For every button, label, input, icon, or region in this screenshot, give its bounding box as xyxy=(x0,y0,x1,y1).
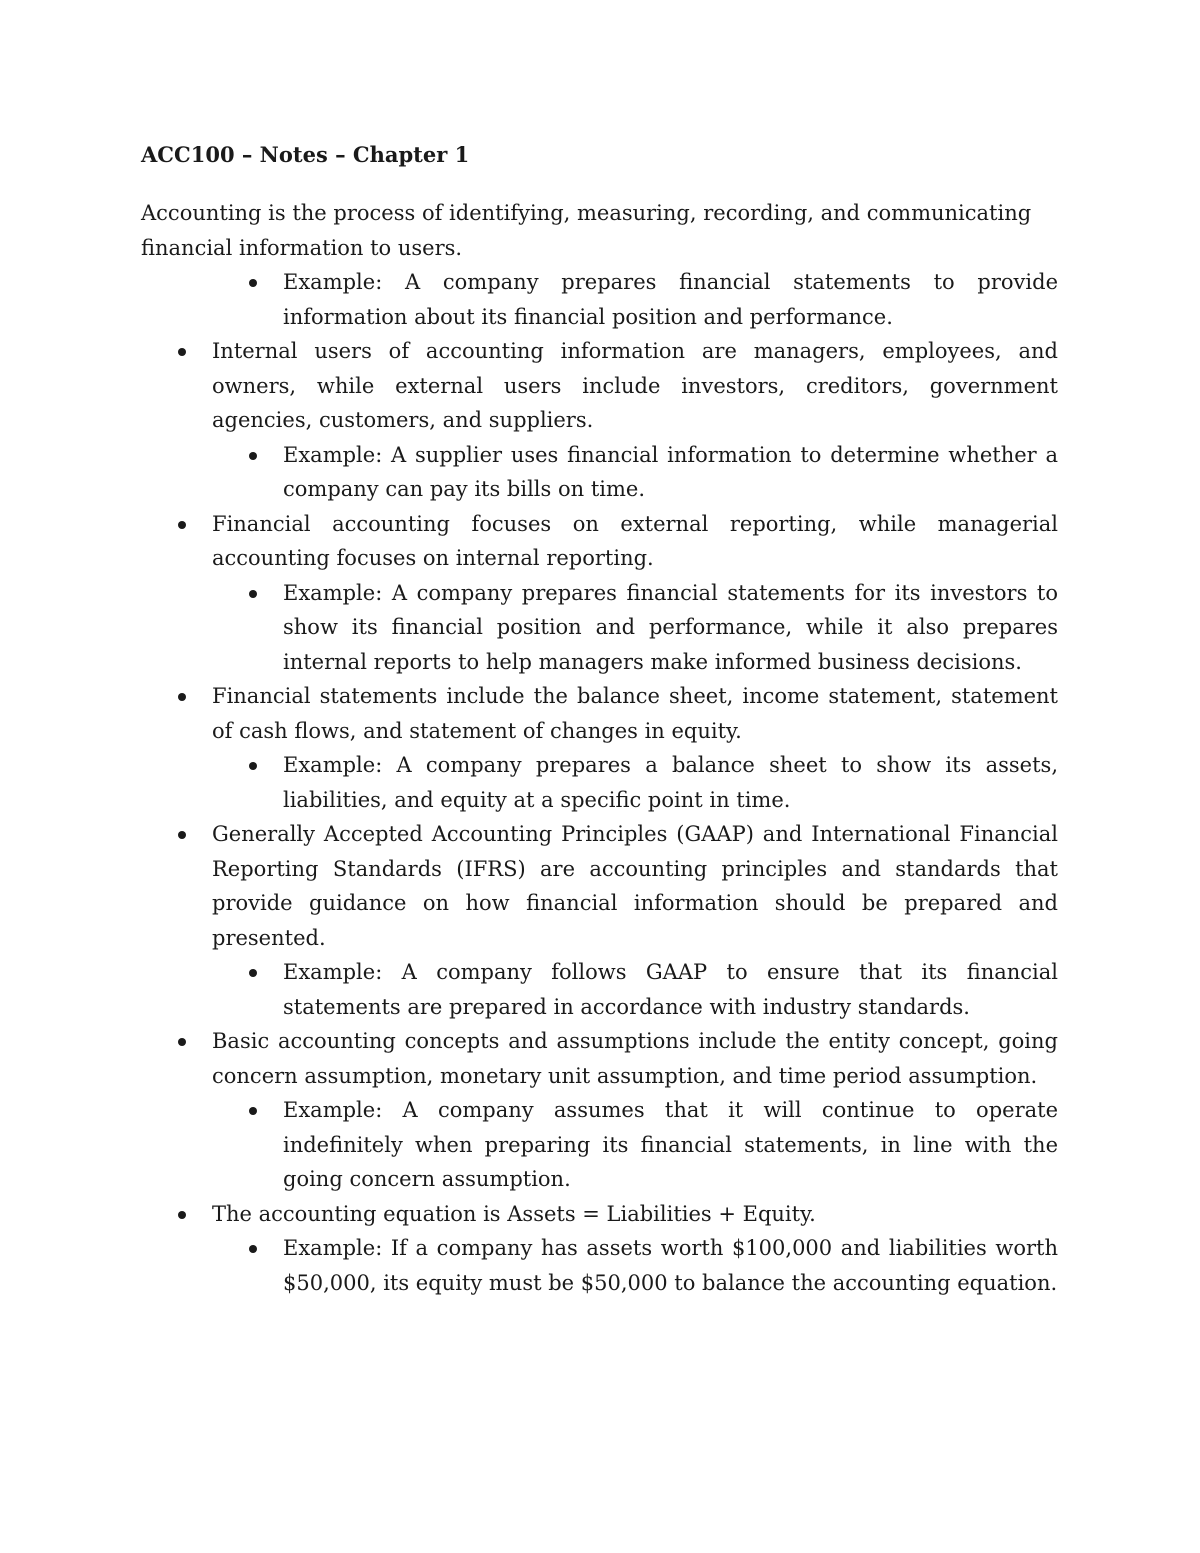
document-page xyxy=(141,138,1058,1300)
example-item: Example: A company assumes that it will continue to operate indefinitely when preparing its financial statements, in line with the going concern assumption. xyxy=(283,1093,1058,1197)
note-item: Financial accounting focuses on external reporting, while managerial accounting focuses on internal reporting. xyxy=(212,507,1058,576)
example-item: Example: A supplier uses financial information to determine whether a company can pay its bills on time. xyxy=(283,438,1058,507)
note-item: The accounting equation is Assets = Liabilities + Equity. xyxy=(212,1197,1058,1232)
example-item: Example: A company prepares a balance sheet to show its assets, liabilities, and equity at a specific point in time. xyxy=(283,748,1058,817)
example-item: Example: A company prepares financial statements to provide information about its financial position and performance. xyxy=(283,265,1058,334)
notes-list xyxy=(141,265,1058,1300)
example-item: Example: A company follows GAAP to ensure that its financial statements are prepared in accordance with industry standards. xyxy=(283,955,1058,1024)
example-item: Example: If a company has assets worth $100,000 and liabilities worth $50,000, its equity must be $50,000 to balance the accounting equation. xyxy=(283,1231,1058,1300)
note-item: Basic accounting concepts and assumptions include the entity concept, going concern assumption, monetary unit assumption, and time period assumption. xyxy=(212,1024,1058,1093)
example-item: Example: A company prepares financial statements for its investors to show its financial position and performance, while it also prepares internal reports to help managers make informed business decisions. xyxy=(283,576,1058,680)
document-title: ACC100 – Notes – Chapter 1 xyxy=(141,142,470,167)
note-item: Financial statements include the balance sheet, income statement, statement of cash flows, and statement of changes in equity. xyxy=(212,679,1058,748)
note-item: Internal users of accounting information are managers, employees, and owners, while external users include investors, creditors, government agencies, customers, and suppliers. xyxy=(212,334,1058,438)
note-item: Generally Accepted Accounting Principles (GAAP) and International Financial Reporting Standards (IFRS) are accounting principles and standards that provide guidance on how financial information should be prepared and presented. xyxy=(212,817,1058,955)
intro-paragraph: Accounting is the process of identifying, measuring, recording, and communicating financial information to users. xyxy=(141,201,1032,260)
